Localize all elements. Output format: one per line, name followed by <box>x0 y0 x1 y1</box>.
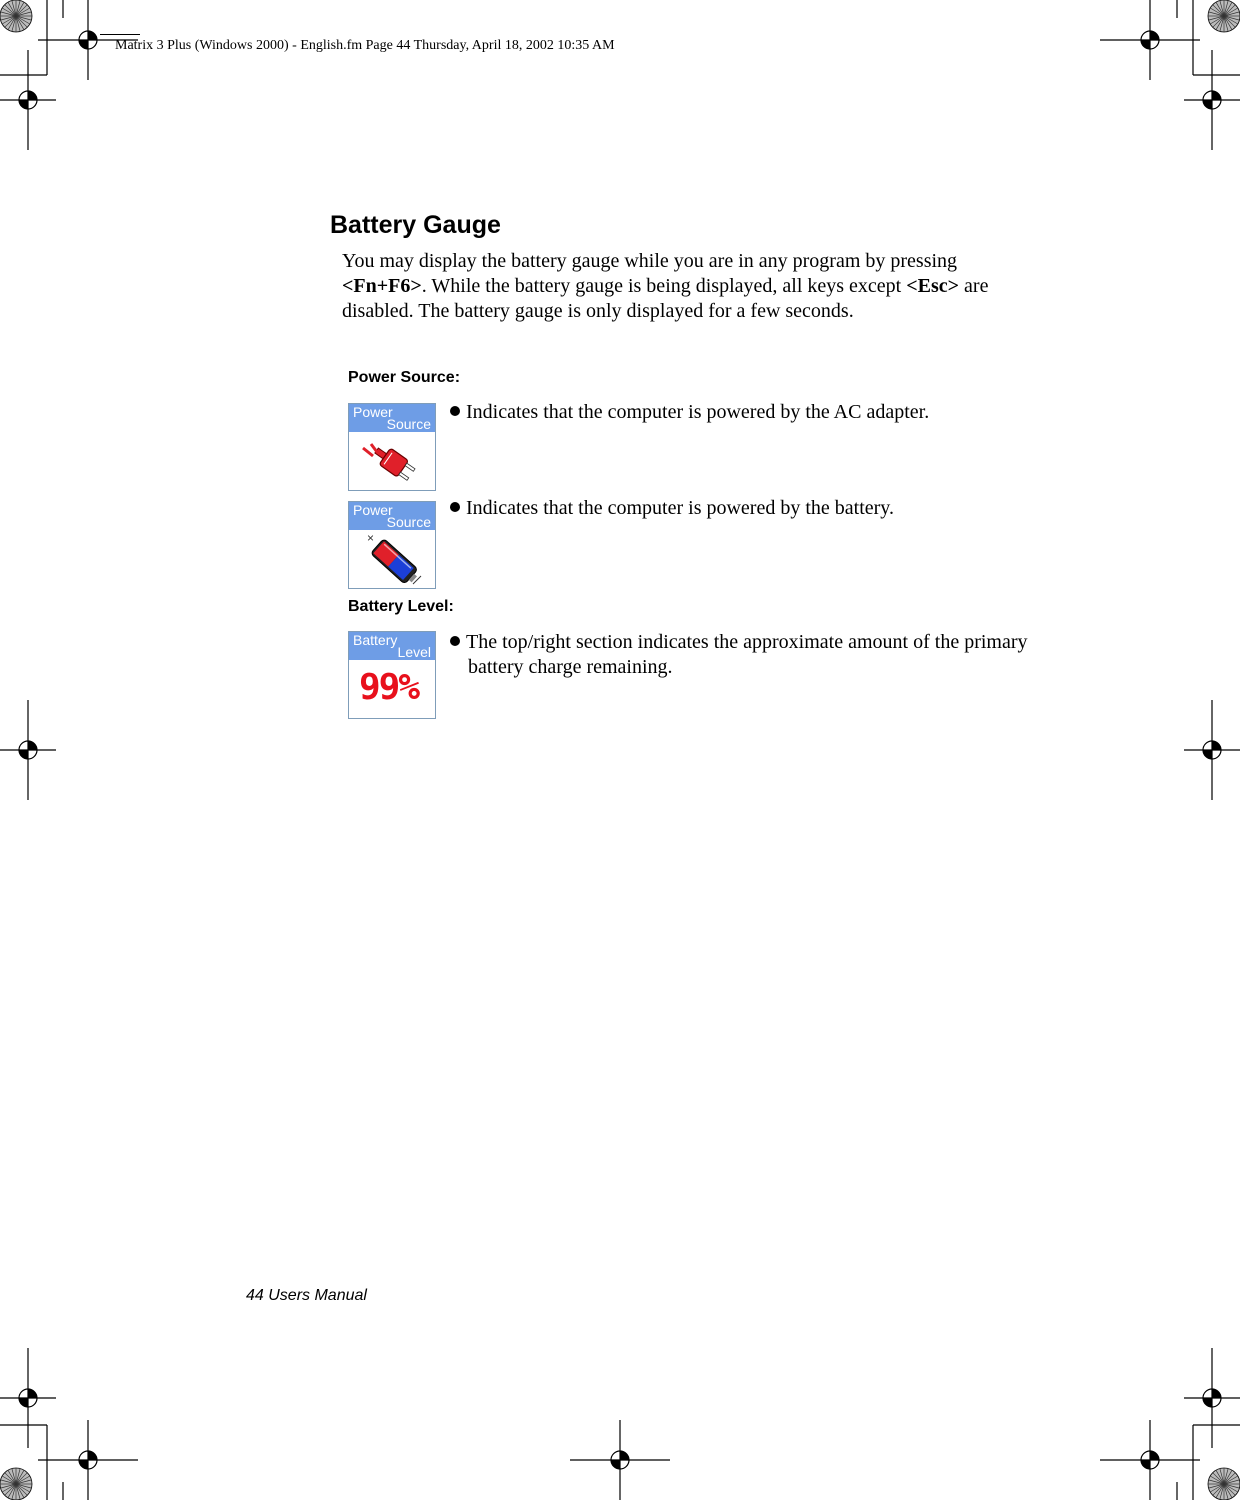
intro-key-esc: <Esc> <box>906 275 960 297</box>
gauge-label-line1: Power <box>353 404 393 420</box>
power-source-heading: Power Source: <box>348 369 461 386</box>
gauge-header <box>349 632 435 660</box>
intro-text-1: You may display the battery gauge while you are in any program by pressing <box>342 250 958 272</box>
intro-text-2: . While the battery gauge is being displayed, all keys except <box>421 275 907 297</box>
page-footer: 44 Users Manual <box>246 1287 367 1304</box>
gauge-header <box>349 404 435 432</box>
battery-level-description-text: The top/right section indicates the approximate amount of the primary battery charge remaining. <box>466 631 1028 678</box>
ac-description <box>450 400 1030 425</box>
intro-text-3: are disabled. The battery gauge is only displayed for a few seconds. <box>342 275 989 322</box>
battery-percent-readout: 99% <box>359 667 419 708</box>
bullet-dot <box>450 636 460 646</box>
battery-level-gauge <box>348 631 436 719</box>
gauge-label-line2: Source <box>386 416 431 432</box>
gauge-label-line2: Level <box>397 644 431 660</box>
battery-level-heading: Battery Level: <box>348 598 454 615</box>
gauge-label-line2: Source <box>386 514 431 530</box>
header-rule <box>100 34 140 35</box>
bullet-dot <box>450 502 460 512</box>
intro-paragraph <box>342 249 1032 324</box>
svg-text:×: × <box>367 531 375 545</box>
battery-level-description <box>450 630 1028 680</box>
gauge-label-line1: Battery <box>353 632 398 648</box>
running-header: Matrix 3 Plus (Windows 2000) - English.fm Page 44 Thursday, April 18, 2002 10:35 AM <box>115 38 615 53</box>
intro-key-fn-f6: <Fn+F6> <box>342 275 422 297</box>
bullet-dot <box>450 406 460 416</box>
gauge-label-line1: Power <box>353 502 393 518</box>
battery-icon <box>349 530 435 588</box>
ac-plug-icon <box>349 432 435 490</box>
battery-description <box>450 496 1030 521</box>
gauge-header <box>349 502 435 530</box>
battery-power-gauge <box>348 501 436 589</box>
ac-description-text: Indicates that the computer is powered by the AC adapter. <box>466 401 930 423</box>
battery-description-text: Indicates that the computer is powered by the battery. <box>466 497 894 519</box>
page-title: Battery Gauge <box>330 211 501 239</box>
ac-power-gauge <box>348 403 436 491</box>
